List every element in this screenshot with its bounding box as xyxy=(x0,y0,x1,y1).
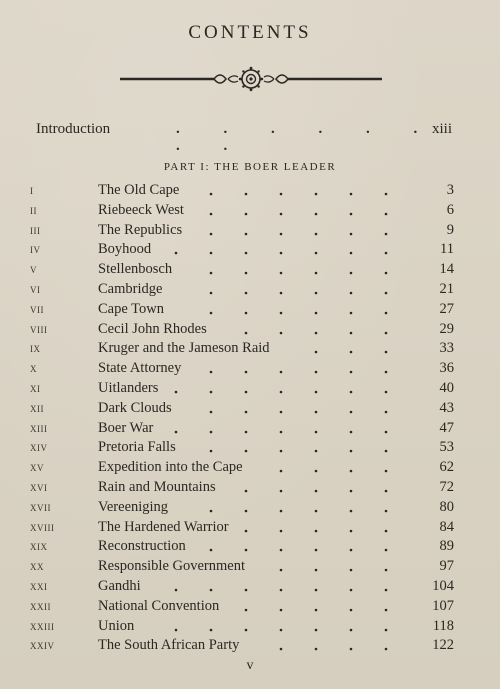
leader-dot xyxy=(385,589,388,592)
leader-dot xyxy=(280,490,283,493)
leader-dot xyxy=(315,232,318,235)
toc-chapter-row xyxy=(30,240,454,260)
chapter-page-number: 97 xyxy=(439,558,454,575)
leader-dot xyxy=(245,311,248,314)
introduction-leader-dots: . . . . . . . . xyxy=(176,121,438,154)
leader-dot xyxy=(175,252,178,255)
leader-dot xyxy=(210,272,213,275)
chapter-title: Cecil John Rhodes xyxy=(98,320,207,337)
leader-dot xyxy=(245,212,248,215)
leader-dot xyxy=(210,549,213,552)
leader-dot xyxy=(245,410,248,413)
leader-dot xyxy=(210,509,213,512)
leader-dot xyxy=(385,212,388,215)
leader-dot xyxy=(315,648,318,651)
chapter-roman-numeral: IX xyxy=(30,344,41,355)
toc-chapter-row xyxy=(30,300,454,320)
leader-dot xyxy=(350,490,353,493)
leader-dot xyxy=(280,331,283,334)
chapter-roman-numeral: VI xyxy=(30,284,41,295)
leader-dot xyxy=(245,193,248,196)
chapter-roman-numeral: XVII xyxy=(30,502,51,513)
chapter-title: Kruger and the Jameson Raid xyxy=(98,340,270,357)
chapter-title: Riebeeck West xyxy=(98,201,184,218)
leader-dot xyxy=(210,410,213,413)
leader-dot xyxy=(315,490,318,493)
chapter-roman-numeral: II xyxy=(30,205,37,216)
chapter-roman-numeral: X xyxy=(30,364,37,375)
leader-dot xyxy=(385,252,388,255)
leader-dot xyxy=(280,450,283,453)
leader-dot xyxy=(315,589,318,592)
leader-dot xyxy=(210,292,213,295)
introduction-label: Introduction xyxy=(36,121,111,137)
leader-dot xyxy=(280,410,283,413)
leader-dot xyxy=(280,272,283,275)
leader-dot xyxy=(385,549,388,552)
chapter-page-number: 21 xyxy=(439,280,454,297)
toc-chapter-row xyxy=(30,478,454,498)
leader-dot xyxy=(280,430,283,433)
leader-dot xyxy=(385,331,388,334)
leader-dot xyxy=(350,371,353,374)
leader-dot xyxy=(350,351,353,354)
fleuron-ornament-icon xyxy=(118,66,384,92)
leader-dot xyxy=(280,391,283,394)
chapter-page-number: 104 xyxy=(432,577,454,594)
leader-dot xyxy=(385,391,388,394)
leader-dot xyxy=(175,391,178,394)
leader-dot xyxy=(385,628,388,631)
leader-dot xyxy=(245,292,248,295)
leader-dot xyxy=(315,410,318,413)
chapter-roman-numeral: XX xyxy=(30,562,44,573)
toc-chapter-row xyxy=(30,597,454,617)
chapter-roman-numeral: V xyxy=(30,265,37,276)
leader-dot xyxy=(350,628,353,631)
leader-dot xyxy=(350,529,353,532)
chapter-page-number: 122 xyxy=(432,637,454,654)
chapter-title: The Hardened Warrior xyxy=(98,518,229,535)
chapter-page-number: 29 xyxy=(439,320,454,337)
chapter-page-number: 9 xyxy=(446,221,454,238)
chapter-roman-numeral: XII xyxy=(30,403,44,414)
leader-dot xyxy=(315,628,318,631)
leader-dot xyxy=(245,608,248,611)
introduction-page-number: xiii xyxy=(431,121,452,137)
leader-dot xyxy=(280,509,283,512)
leader-dot xyxy=(350,212,353,215)
toc-chapter-row xyxy=(30,379,454,399)
chapter-roman-numeral: XIII xyxy=(30,423,48,434)
chapter-title: National Convention xyxy=(98,597,220,614)
leader-dot xyxy=(315,311,318,314)
leader-dot xyxy=(315,252,318,255)
chapter-page-number: 80 xyxy=(439,498,454,515)
chapter-page-number: 118 xyxy=(432,617,454,634)
chapter-page-number: 3 xyxy=(446,182,454,198)
leader-dot xyxy=(280,549,283,552)
leader-dot xyxy=(315,430,318,433)
chapter-title: Dark Clouds xyxy=(98,399,172,416)
chapter-roman-numeral: XXIV xyxy=(30,641,55,652)
leader-dot xyxy=(280,589,283,592)
leader-dot xyxy=(315,292,318,295)
leader-dot xyxy=(350,252,353,255)
leader-dot xyxy=(350,509,353,512)
leader-dot xyxy=(245,529,248,532)
leader-dot xyxy=(315,549,318,552)
leader-dot xyxy=(385,311,388,314)
leader-dot xyxy=(175,589,178,592)
toc-chapter-row xyxy=(30,280,454,300)
leader-dot xyxy=(210,589,213,592)
leader-dot xyxy=(350,331,353,334)
leader-dot xyxy=(315,569,318,572)
leader-dot xyxy=(350,569,353,572)
leader-dot xyxy=(245,371,248,374)
toc-chapter-row xyxy=(30,438,454,458)
chapter-roman-numeral: XV xyxy=(30,463,44,474)
leader-dot xyxy=(245,272,248,275)
chapter-title: Responsible Government xyxy=(98,558,245,575)
chapter-title: The Old Cape xyxy=(98,182,180,198)
toc-introduction-row xyxy=(36,121,452,154)
toc-chapter-row xyxy=(30,359,454,379)
chapter-title: Expedition into the Cape xyxy=(98,459,243,476)
leader-dot xyxy=(280,371,283,374)
leader-dot xyxy=(385,450,388,453)
leader-dot xyxy=(210,628,213,631)
leader-dot xyxy=(280,529,283,532)
chapter-title: Rain and Mountains xyxy=(98,478,216,495)
chapter-title: Vereeniging xyxy=(98,498,169,515)
leader-dot xyxy=(175,430,178,433)
leader-dot xyxy=(280,648,283,651)
leader-dot xyxy=(210,212,213,215)
leader-dot xyxy=(245,430,248,433)
chapter-roman-numeral: VII xyxy=(30,304,44,315)
leader-dot xyxy=(385,470,388,473)
toc-chapter-row xyxy=(30,498,454,518)
chapter-title: Cambridge xyxy=(98,280,163,297)
leader-dot xyxy=(210,252,213,255)
leader-dot xyxy=(280,569,283,572)
leader-dot xyxy=(245,450,248,453)
chapter-page-number: 47 xyxy=(439,419,454,436)
toc-chapter-row xyxy=(30,320,454,340)
toc-chapter-row xyxy=(30,339,454,359)
leader-dot xyxy=(350,292,353,295)
chapter-roman-numeral: VIII xyxy=(30,324,48,335)
leader-dot xyxy=(280,193,283,196)
folio-page-number: v xyxy=(246,658,254,673)
toc-chapter-row xyxy=(30,221,454,241)
chapter-title: State Attorney xyxy=(98,360,182,377)
chapter-page-number: 84 xyxy=(439,518,454,535)
leader-dot xyxy=(210,193,213,196)
leader-dot xyxy=(385,292,388,295)
leader-dot xyxy=(315,608,318,611)
leader-dot xyxy=(280,232,283,235)
chapter-title: Gandhi xyxy=(98,577,141,594)
leader-dot xyxy=(210,371,213,374)
chapter-roman-numeral: XXII xyxy=(30,601,51,612)
leader-dot xyxy=(315,509,318,512)
leader-dot xyxy=(280,292,283,295)
chapter-roman-numeral: I xyxy=(30,186,34,196)
chapter-page-number: 11 xyxy=(440,241,454,258)
toc-chapter-row xyxy=(30,518,454,538)
leader-dot xyxy=(350,589,353,592)
chapter-leader-dots xyxy=(98,617,418,637)
leader-dot xyxy=(350,232,353,235)
leader-dot xyxy=(245,509,248,512)
leader-dot xyxy=(385,232,388,235)
leader-dot xyxy=(350,549,353,552)
chapter-roman-numeral: III xyxy=(30,225,41,236)
leader-dot xyxy=(315,450,318,453)
leader-dot xyxy=(385,351,388,354)
leader-dot xyxy=(385,430,388,433)
leader-dot xyxy=(385,509,388,512)
part-heading: PART I: THE BOER LEADER xyxy=(163,161,337,173)
leader-dot xyxy=(385,608,388,611)
leader-dot xyxy=(385,648,388,651)
leader-dot xyxy=(245,549,248,552)
leader-dot xyxy=(280,628,283,631)
chapter-roman-numeral: XVI xyxy=(30,482,48,493)
leader-dot xyxy=(385,490,388,493)
leader-dot xyxy=(385,569,388,572)
leader-dot xyxy=(350,410,353,413)
leader-dot xyxy=(315,371,318,374)
chapter-title: The South African Party xyxy=(98,637,240,654)
leader-dot xyxy=(385,193,388,196)
toc-chapter-row xyxy=(30,201,454,221)
leader-dot xyxy=(245,628,248,631)
leader-dot xyxy=(350,648,353,651)
leader-dot xyxy=(245,391,248,394)
toc-chapter-row xyxy=(30,636,454,656)
page-title: CONTENTS xyxy=(188,22,312,43)
leader-dot xyxy=(245,331,248,334)
leader-dot xyxy=(315,351,318,354)
leader-dot xyxy=(385,529,388,532)
leader-dot xyxy=(175,628,178,631)
chapter-title: The Republics xyxy=(98,221,183,238)
chapter-roman-numeral: IV xyxy=(30,245,41,256)
chapter-page-number: 89 xyxy=(439,538,454,555)
leader-dot xyxy=(210,450,213,453)
leader-dot xyxy=(315,331,318,334)
chapter-page-number: 27 xyxy=(439,300,454,317)
leader-dot xyxy=(350,430,353,433)
leader-dot xyxy=(385,371,388,374)
leader-dot xyxy=(385,272,388,275)
toc-chapter-row xyxy=(30,181,454,201)
chapter-list xyxy=(30,181,454,656)
chapter-roman-numeral: XXIII xyxy=(30,621,55,632)
chapter-roman-numeral: XI xyxy=(30,383,41,394)
chapter-title: Uitlanders xyxy=(98,379,159,396)
chapter-page-number: 40 xyxy=(439,379,454,396)
chapter-page-number: 62 xyxy=(439,459,454,476)
chapter-page-number: 36 xyxy=(439,360,454,377)
chapter-page-number: 33 xyxy=(439,340,454,357)
leader-dot xyxy=(210,311,213,314)
leader-dot xyxy=(210,232,213,235)
leader-dot xyxy=(385,410,388,413)
toc-chapter-row xyxy=(30,419,454,439)
leader-dot xyxy=(280,311,283,314)
leader-dot xyxy=(315,272,318,275)
chapter-roman-numeral: XXI xyxy=(30,581,48,592)
leader-dot xyxy=(350,193,353,196)
leader-dot xyxy=(245,252,248,255)
leader-dot xyxy=(245,589,248,592)
chapter-title: Pretoria Falls xyxy=(98,439,176,456)
leader-dot xyxy=(350,311,353,314)
leader-dot xyxy=(210,430,213,433)
leader-dot xyxy=(280,608,283,611)
chapter-title: Cape Town xyxy=(98,300,164,317)
toc-chapter-row xyxy=(30,557,454,577)
chapter-roman-numeral: XIV xyxy=(30,443,48,454)
chapter-title: Boer War xyxy=(98,419,154,436)
toc-chapter-row xyxy=(30,260,454,280)
chapter-page-number: 53 xyxy=(439,439,454,456)
chapter-roman-numeral: XIX xyxy=(30,542,48,553)
toc-chapter-row xyxy=(30,617,454,637)
leader-dot xyxy=(350,391,353,394)
leader-dot xyxy=(315,193,318,196)
chapter-title: Stellenbosch xyxy=(98,261,173,278)
chapter-page-number: 43 xyxy=(439,399,454,416)
chapter-title: Union xyxy=(98,617,135,634)
toc-chapter-row xyxy=(30,458,454,478)
leader-dot xyxy=(210,391,213,394)
chapter-title: Reconstruction xyxy=(98,538,186,555)
toc-chapter-row xyxy=(30,399,454,419)
leader-dot xyxy=(350,450,353,453)
leader-dot xyxy=(245,490,248,493)
chapter-leader-dots xyxy=(98,577,418,597)
leader-dot xyxy=(315,391,318,394)
chapter-title: Boyhood xyxy=(98,241,152,258)
leader-dot xyxy=(315,470,318,473)
chapter-page-number: 72 xyxy=(439,478,454,495)
leader-dot xyxy=(280,212,283,215)
leader-dot xyxy=(280,470,283,473)
chapter-page-number: 107 xyxy=(432,597,454,614)
leader-dot xyxy=(245,232,248,235)
toc-chapter-row xyxy=(30,537,454,557)
leader-dot xyxy=(315,212,318,215)
leader-dot xyxy=(350,470,353,473)
chapter-page-number: 14 xyxy=(439,261,454,278)
leader-dot xyxy=(315,529,318,532)
leader-dot xyxy=(350,272,353,275)
leader-dot xyxy=(350,608,353,611)
toc-chapter-row xyxy=(30,577,454,597)
chapter-page-number: 6 xyxy=(446,201,454,218)
leader-dot xyxy=(280,252,283,255)
chapter-roman-numeral: XVIII xyxy=(30,522,55,533)
